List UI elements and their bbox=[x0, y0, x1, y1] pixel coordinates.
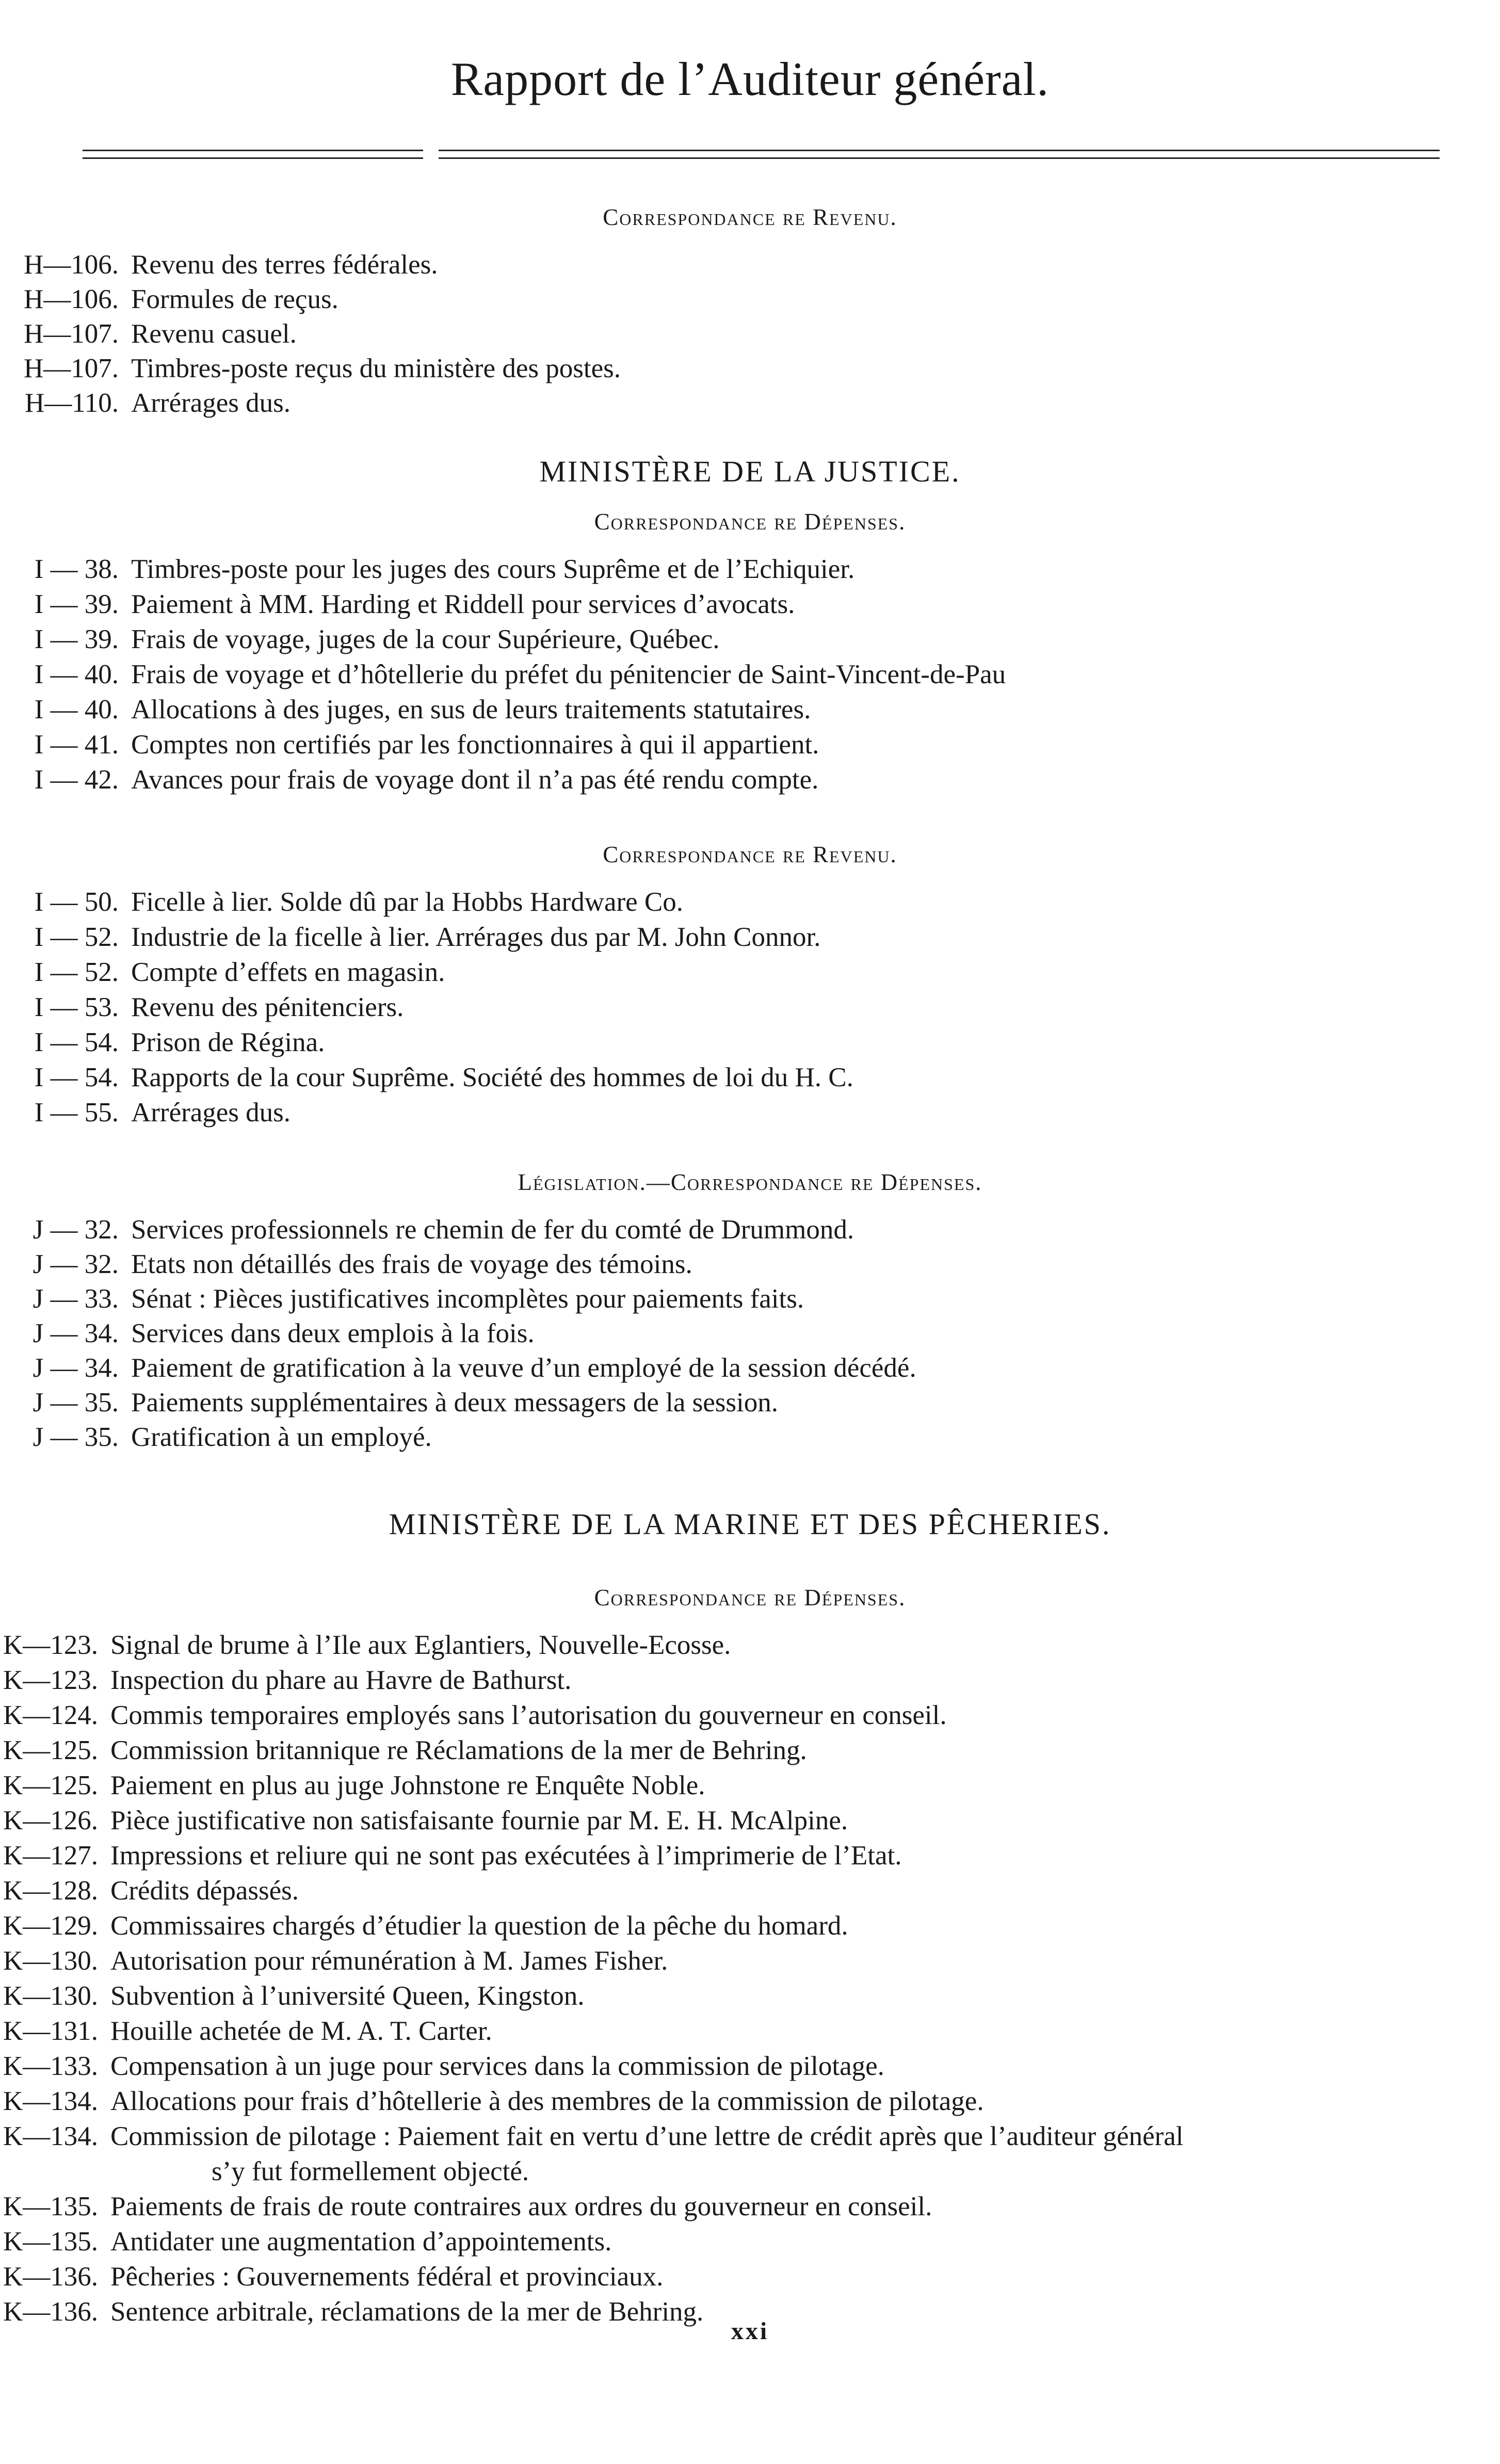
list-item bbox=[0, 990, 1367, 1024]
list-item bbox=[0, 2014, 1362, 2048]
ministry-heading: MINISTÈRE DE LA JUSTICE. bbox=[539, 455, 961, 488]
entry-text: Commissaires chargés d’étudier la question de la pêche du homard. bbox=[110, 1911, 848, 1941]
entry-reference: I — 54. bbox=[34, 1062, 119, 1092]
entry-reference: I — 52. bbox=[34, 957, 119, 987]
entry-text: Commission de pilotage : Paiement fait en vertu d’une lettre de crédit après que l’auditeur général bbox=[110, 2121, 1184, 2151]
list-item bbox=[0, 1839, 1362, 1873]
list-item bbox=[0, 622, 1367, 656]
entry-text: Arrérages dus. bbox=[131, 388, 291, 418]
list-item bbox=[0, 282, 1367, 316]
header-rule-right bbox=[439, 150, 1440, 159]
list-item bbox=[0, 1909, 1362, 1943]
entry-reference: K—128. bbox=[3, 1876, 98, 1906]
entry-reference: K—127. bbox=[3, 1841, 98, 1871]
list-item bbox=[0, 1386, 1367, 1420]
list-item bbox=[0, 386, 1367, 420]
list-item bbox=[0, 693, 1367, 727]
list-item bbox=[0, 1096, 1367, 1130]
list-item bbox=[0, 1420, 1367, 1454]
list-item bbox=[0, 1628, 1362, 1662]
entry-reference: K—130. bbox=[3, 1981, 98, 2011]
list-item bbox=[0, 1060, 1367, 1094]
entry-reference: K—124. bbox=[3, 1700, 98, 1730]
list-item bbox=[0, 552, 1367, 586]
entry-reference: J — 32. bbox=[33, 1249, 119, 1279]
list-item bbox=[0, 885, 1367, 919]
list-item bbox=[0, 248, 1367, 282]
entry-reference: H—110. bbox=[24, 388, 119, 418]
list-item bbox=[0, 1351, 1367, 1385]
list-item bbox=[0, 317, 1367, 351]
list-item bbox=[0, 587, 1367, 621]
entry-reference: J — 35. bbox=[33, 1422, 119, 1452]
list-item bbox=[0, 1874, 1362, 1908]
entry-text: Paiements supplémentaires à deux messagers de la session. bbox=[131, 1388, 779, 1418]
entry-text: Antidater une augmentation d’appointements. bbox=[110, 2227, 612, 2257]
entry-text: Ficelle à lier. Solde dû par la Hobbs Hardware Co. bbox=[131, 887, 684, 917]
entry-reference: I — 40. bbox=[34, 695, 119, 724]
list-item bbox=[0, 2260, 1362, 2294]
entry-text: Compensation à un juge pour services dans la commission de pilotage. bbox=[110, 2051, 884, 2081]
entry-text: Arrérages dus. bbox=[131, 1098, 291, 1128]
entry-text: Formules de reçus. bbox=[131, 284, 338, 314]
list-item bbox=[0, 1282, 1367, 1316]
entry-reference: K—129. bbox=[3, 1911, 98, 1941]
entry-text: Frais de voyage, juges de la cour Supérieure, Québec. bbox=[131, 624, 720, 654]
list-item bbox=[0, 763, 1367, 797]
entry-reference: J — 34. bbox=[33, 1353, 119, 1383]
entry-text: Pièce justificative non satisfaisante fournie par M. E. H. McAlpine. bbox=[110, 1806, 848, 1835]
entry-text: Allocations à des juges, en sus de leurs traitements statutaires. bbox=[131, 695, 811, 724]
entry-text: Houille achetée de M. A. T. Carter. bbox=[110, 2016, 492, 2046]
list-item bbox=[0, 2189, 1362, 2224]
entry-text: Avances pour frais de voyage dont il n’a pas été rendu compte. bbox=[131, 765, 819, 795]
list-item bbox=[0, 1733, 1362, 1767]
entry-reference: J — 32. bbox=[33, 1215, 119, 1245]
list-item bbox=[0, 1025, 1367, 1059]
entry-reference: I — 55. bbox=[34, 1098, 119, 1128]
entry-reference: K—134. bbox=[3, 2121, 98, 2151]
entry-reference: H—107. bbox=[23, 319, 119, 349]
entry-text: Frais de voyage et d’hôtellerie du préfet du pénitencier de Saint-Vincent-de-Pau bbox=[131, 659, 1006, 689]
entry-text: Pêcheries : Gouvernements fédéral et provinciaux. bbox=[110, 2262, 664, 2292]
list-item bbox=[0, 955, 1367, 989]
list-item bbox=[0, 1663, 1362, 1697]
entry-text: Sentence arbitrale, réclamations de la mer de Behring. bbox=[110, 2297, 704, 2327]
entry-reference: H—106. bbox=[23, 284, 119, 314]
entry-reference: K—130. bbox=[3, 1946, 98, 1976]
list-item bbox=[0, 1944, 1362, 1978]
ministry-heading: MINISTÈRE DE LA MARINE ET DES PÊCHERIES. bbox=[389, 1507, 1111, 1541]
entry-reference: I — 39. bbox=[34, 624, 119, 654]
section-heading: Correspondance re Dépenses. bbox=[594, 509, 906, 535]
section-heading: Correspondance re Dépenses. bbox=[594, 1585, 906, 1611]
list-item bbox=[0, 2084, 1362, 2118]
entry-reference: K—126. bbox=[3, 1806, 98, 1835]
entry-text: Paiement de gratification à la veuve d’un employé de la session décédé. bbox=[131, 1353, 916, 1383]
entry-reference: K—125. bbox=[3, 1735, 98, 1765]
section-heading: Correspondance re Revenu. bbox=[603, 204, 897, 230]
list-item bbox=[0, 2049, 1362, 2083]
list-item bbox=[0, 657, 1367, 691]
list-item bbox=[0, 728, 1367, 762]
entry-reference: I — 53. bbox=[34, 992, 119, 1022]
entry-text: Impressions et reliure qui ne sont pas exécutées à l’imprimerie de l’Etat. bbox=[110, 1841, 902, 1871]
entry-text: Subvention à l’université Queen, Kingston. bbox=[110, 1981, 585, 2011]
entry-reference: I — 42. bbox=[34, 765, 119, 795]
entry-text: Revenu casuel. bbox=[131, 319, 297, 349]
list-item bbox=[0, 1698, 1362, 1732]
entry-text: Autorisation pour rémunération à M. James Fisher. bbox=[110, 1946, 668, 1976]
entry-text: Services dans deux emplois à la fois. bbox=[131, 1318, 535, 1348]
entry-reference: I — 40. bbox=[34, 659, 119, 689]
entry-reference: K—125. bbox=[3, 1770, 98, 1800]
entry-text: Timbres-poste pour les juges des cours Suprême et de l’Echiquier. bbox=[131, 554, 855, 584]
section-heading: Correspondance re Revenu. bbox=[603, 842, 897, 867]
entry-reference: J — 33. bbox=[33, 1284, 119, 1314]
entry-continuation: s’y fut formellement objecté. bbox=[212, 2156, 529, 2186]
entry-text: Allocations pour frais d’hôtellerie à des membres de la commission de pilotage. bbox=[110, 2086, 984, 2116]
entry-text: Sénat : Pièces justificatives incomplètes pour paiements faits. bbox=[131, 1284, 804, 1314]
entry-reference: K—134. bbox=[3, 2086, 98, 2116]
list-item bbox=[0, 1316, 1367, 1350]
list-item bbox=[0, 2225, 1362, 2259]
entry-reference: K—133. bbox=[3, 2051, 98, 2081]
entry-text: Etats non détaillés des frais de voyage des témoins. bbox=[131, 1249, 692, 1279]
entry-reference: K—135. bbox=[3, 2227, 98, 2257]
entry-text: Inspection du phare au Havre de Bathurst. bbox=[110, 1665, 572, 1695]
entry-text: Services professionnels re chemin de fer du comté de Drummond. bbox=[131, 1215, 854, 1245]
entry-reference: I — 39. bbox=[34, 589, 119, 619]
entry-text: Paiement en plus au juge Johnstone re Enquête Noble. bbox=[110, 1770, 705, 1800]
entry-reference: K—131. bbox=[3, 2016, 98, 2046]
entry-text: Revenu des terres fédérales. bbox=[131, 250, 438, 280]
entry-text: Signal de brume à l’Ile aux Eglantiers, Nouvelle-Ecosse. bbox=[110, 1630, 731, 1660]
entry-reference: K—123. bbox=[3, 1665, 98, 1695]
entry-reference: I — 38. bbox=[34, 554, 119, 584]
entry-text: Industrie de la ficelle à lier. Arrérages dus par M. John Connor. bbox=[131, 922, 821, 952]
page-number: xxi bbox=[731, 2317, 769, 2345]
entry-text: Timbres-poste reçus du ministère des postes. bbox=[131, 353, 621, 383]
list-item bbox=[0, 1768, 1362, 1802]
entry-text: Comptes non certifiés par les fonctionnaires à qui il appartient. bbox=[131, 730, 819, 760]
page-title: Rapport de l’Auditeur général. bbox=[450, 53, 1050, 105]
entry-text: Revenu des pénitenciers. bbox=[131, 992, 404, 1022]
list-item bbox=[0, 920, 1367, 954]
list-item bbox=[0, 351, 1367, 385]
entry-text: Paiements de frais de route contraires aux ordres du gouverneur en conseil. bbox=[110, 2192, 932, 2221]
entry-reference: K—136. bbox=[3, 2262, 98, 2292]
entry-reference: H—106. bbox=[23, 250, 119, 280]
entry-reference: H—107. bbox=[23, 353, 119, 383]
entry-text: Gratification à un employé. bbox=[131, 1422, 432, 1452]
entry-text: Paiement à MM. Harding et Riddell pour services d’avocats. bbox=[131, 589, 795, 619]
header-rule-left bbox=[83, 150, 423, 159]
entry-text: Prison de Régina. bbox=[131, 1027, 325, 1057]
list-item bbox=[0, 1803, 1362, 1838]
entry-text: Commis temporaires employés sans l’autorisation du gouverneur en conseil. bbox=[110, 1700, 947, 1730]
entry-reference: I — 50. bbox=[34, 887, 119, 917]
entry-text: Compte d’effets en magasin. bbox=[131, 957, 445, 987]
entry-reference: J — 35. bbox=[33, 1388, 119, 1418]
entry-reference: J — 34. bbox=[33, 1318, 119, 1348]
entry-reference: I — 54. bbox=[34, 1027, 119, 1057]
list-item bbox=[0, 1247, 1367, 1281]
section-heading: Législation.—Correspondance re Dépenses. bbox=[518, 1169, 982, 1195]
entry-reference: K—135. bbox=[3, 2192, 98, 2221]
list-item bbox=[0, 1213, 1367, 1247]
entry-text: Crédits dépassés. bbox=[110, 1876, 299, 1906]
list-item bbox=[0, 2119, 1362, 2153]
entry-reference: I — 41. bbox=[34, 730, 119, 760]
entry-reference: I — 52. bbox=[34, 922, 119, 952]
entry-reference: K—123. bbox=[3, 1630, 98, 1660]
list-item bbox=[0, 1979, 1362, 2013]
entry-text: Commission britannique re Réclamations de la mer de Behring. bbox=[110, 1735, 807, 1765]
entry-reference: K—136. bbox=[3, 2297, 98, 2327]
entry-text: Rapports de la cour Suprême. Société des hommes de loi du H. C. bbox=[131, 1062, 853, 1092]
